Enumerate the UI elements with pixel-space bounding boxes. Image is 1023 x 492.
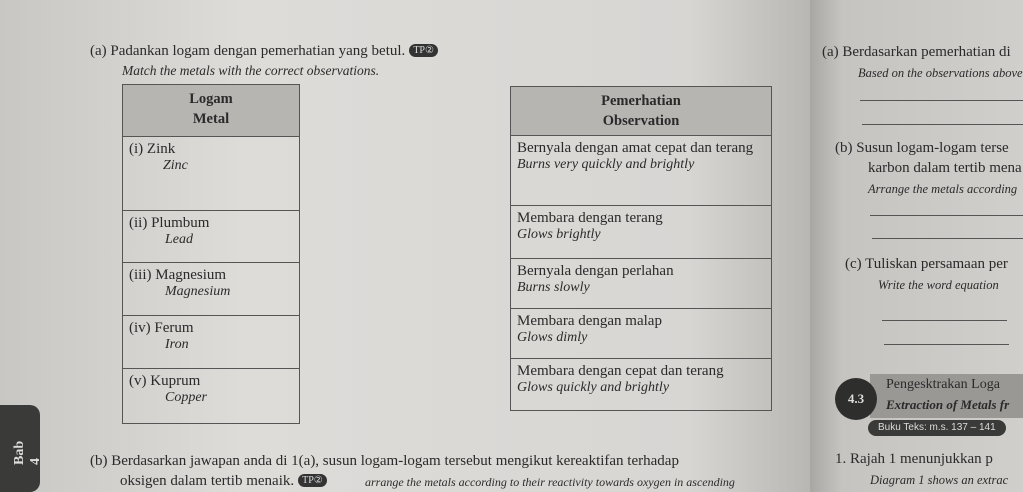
metal-ms: (v) Kuprum bbox=[129, 373, 201, 389]
right-question-c-translation: Write the word equation bbox=[878, 278, 999, 292]
right-question-a: (a) Berdasarkan pemerhatian di bbox=[822, 44, 1011, 60]
observation-ms: Membara dengan cepat dan terang bbox=[517, 363, 724, 379]
observation-ms: Membara dengan malap bbox=[517, 313, 662, 329]
metal-en: Lead bbox=[165, 232, 193, 247]
metal-en: Iron bbox=[165, 337, 189, 352]
observation-row bbox=[511, 136, 772, 206]
chapter-tab bbox=[0, 405, 43, 492]
question-a bbox=[90, 43, 438, 60]
question-b-line1: (b) Berdasarkan jawapan anda di 1(a), susun logam-logam tersebut mengikut kereaktifan terhadap bbox=[90, 453, 679, 469]
right-question-c: (c) Tuliskan persamaan per bbox=[845, 256, 1008, 272]
metal-en: Zinc bbox=[163, 158, 188, 173]
observation-row bbox=[511, 259, 772, 309]
metal-en: Magnesium bbox=[165, 284, 231, 299]
metal-ms: (i) Zink bbox=[129, 141, 176, 157]
answer-line bbox=[870, 215, 1023, 216]
chapter-tab-label: Bab 4 bbox=[12, 440, 43, 465]
observation-en: Burns very quickly and brightly bbox=[517, 157, 695, 172]
metal-row bbox=[123, 137, 300, 211]
answer-line bbox=[872, 238, 1023, 239]
header-ms: Pemerhatian bbox=[601, 93, 681, 109]
question-b-line2 bbox=[120, 473, 327, 490]
answer-line bbox=[884, 344, 1009, 345]
right-question-b-line2: karbon dalam tertib mena bbox=[868, 160, 1022, 176]
section-title-ms: Pengesktrakan Loga bbox=[886, 377, 1000, 392]
metal-ms: (iv) Ferum bbox=[129, 320, 194, 336]
observation-en: Glows dimly bbox=[517, 330, 588, 345]
metal-ms: (ii) Plumbum bbox=[129, 215, 210, 231]
question-b-translation: arrange the metals according to their reactivity towards oxygen in ascending bbox=[365, 475, 735, 489]
observation-row bbox=[511, 206, 772, 259]
metal-row bbox=[123, 316, 300, 369]
observation-row bbox=[511, 309, 772, 359]
right-question-a-translation: Based on the observations above bbox=[858, 66, 1023, 80]
observation-en: Burns slowly bbox=[517, 280, 590, 295]
question-b-line2-text: oksigen dalam tertib menaik. bbox=[120, 473, 295, 489]
observation-header bbox=[511, 87, 772, 136]
metal-ms: (iii) Magnesium bbox=[129, 267, 227, 283]
observation-en: Glows brightly bbox=[517, 227, 601, 242]
observation-table bbox=[510, 86, 772, 411]
observation-row bbox=[511, 359, 772, 411]
right-question-b-translation: Arrange the metals according bbox=[868, 182, 1018, 196]
textbook-reference: Buku Teks: m.s. 137 – 141 bbox=[868, 420, 1006, 436]
header-en: Metal bbox=[192, 111, 230, 127]
metal-row bbox=[123, 369, 300, 424]
header-ms: Logam bbox=[189, 91, 233, 107]
metal-table bbox=[122, 84, 300, 424]
metal-header bbox=[123, 85, 300, 137]
tp-badge: TP② bbox=[298, 474, 327, 487]
question-1: 1. Rajah 1 menunjukkan p bbox=[835, 451, 993, 467]
answer-line bbox=[882, 320, 1007, 321]
section-title-en: Extraction of Metals fr bbox=[886, 397, 1010, 412]
metal-row bbox=[123, 263, 300, 316]
question-a-text: (a) Padankan logam dengan pemerhatian yang betul. bbox=[90, 43, 406, 59]
observation-ms: Membara dengan terang bbox=[517, 210, 663, 226]
answer-line bbox=[860, 100, 1023, 101]
header-en: Observation bbox=[602, 113, 680, 129]
answer-line bbox=[862, 124, 1023, 125]
right-question-b-line1: (b) Susun logam-logam terse bbox=[835, 140, 1009, 156]
tp-badge: TP② bbox=[409, 44, 438, 57]
metal-en: Copper bbox=[165, 390, 207, 405]
observation-ms: Bernyala dengan amat cepat dan terang bbox=[517, 140, 754, 156]
question-a-translation: Match the metals with the correct observations. bbox=[122, 63, 380, 78]
observation-en: Glows quickly and brightly bbox=[517, 380, 670, 395]
observation-ms: Bernyala dengan perlahan bbox=[517, 263, 674, 279]
section-number-badge: 4.3 bbox=[835, 378, 877, 420]
question-1-translation: Diagram 1 shows an extrac bbox=[870, 473, 1009, 487]
metal-row bbox=[123, 211, 300, 263]
